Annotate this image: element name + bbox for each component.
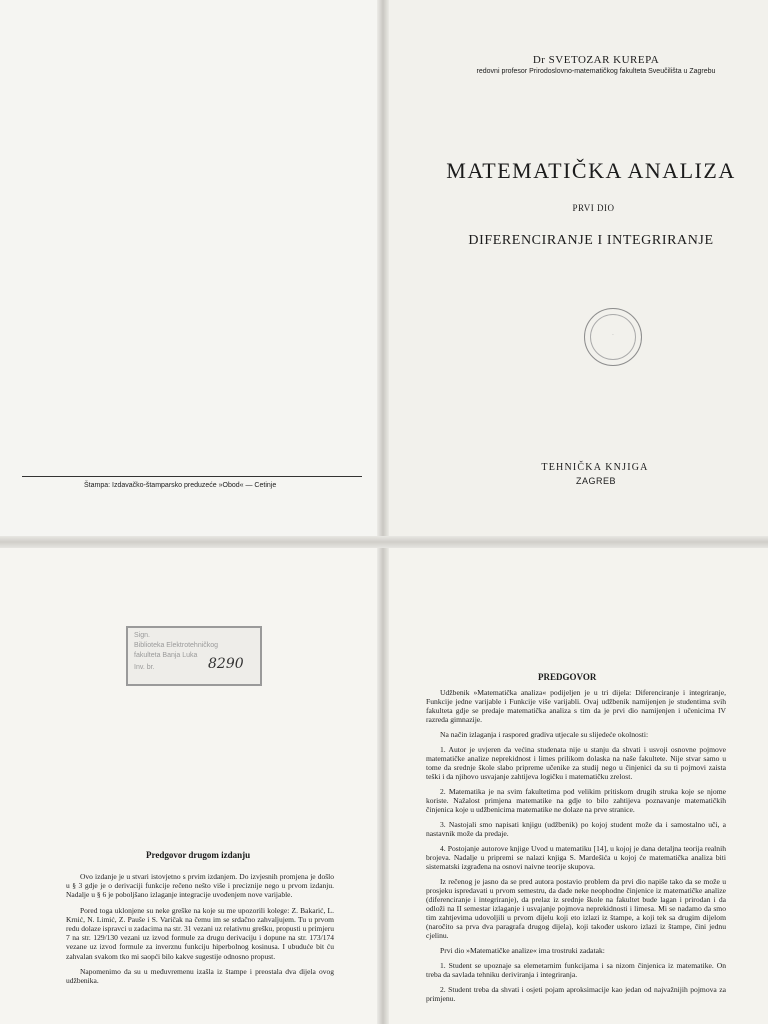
stamp-inventory-number: 8290	[208, 656, 244, 672]
author-affiliation: redovni profesor Prirodoslovno-matematičkog fakulteta Sveučilišta u Zagrebu	[476, 68, 716, 75]
paragraph: Napomenimo da su u međuvremenu izašla iz štampe i preostala dva dijela ovog udžbenika.	[66, 966, 334, 986]
book-part: PRVI DIO	[572, 203, 615, 213]
stamp-inventory-label: Inv. br.	[134, 664, 155, 671]
paragraph: 1. Autor je uvjeren da većina studenata nije u stanju da shvati i usvoji osnovne pojmove matematičke analize neprekidnost i limes prilikom dolaska na naše fakultete. Nije stvar samo u tome da srednje škole slabo pripreme učenike za studij nego u činjenici da su ti pojmovi zaista teški i da njihovo usvajanje zahtijeva logičku i matematičku zrelost.	[426, 745, 726, 781]
paragraph: 2. Student treba da shvati i osjeti pojam aproksimacije kao jedan od najvažnijih pojmova za primjenu.	[426, 985, 726, 1003]
paragraph: Ovo izdanje je u stvari istovjetno s prvim izdanjem. Do izvjesnih promjena je došlo u § 3 gdje je o derivaciji funkcije rečeno nešto više i preciznije nego u prvom izdanju. Nadalje u § 6 je poboljšano izlaganje integracije uvođenjem nove varijable.	[66, 872, 334, 900]
paragraph: Pored toga uklonjene su neke greške na koje su me upozorili kolege: Z. Bakarić, L. Krnić, N. Limić, Z. Pauše i S. Varičak na čemu im se srdačno zahvaljujem. Tu u prvom redu dolaze ispravci u zadacima na str. 31 vezani uz relativnu grešku, propusti u primjeru 7 na str. 129/130 vezani uz izvod formule za drugu derivaciju i dopune na str. 173/174 vezane uz izvod formule za inverznu funkciju hiperbolnog kosinusa. I ubuduće bit ću zahvalan svakom tko mi saopći bilo kakve sugestije odnosno propust.	[66, 905, 334, 961]
paragraph: Prvi dio »Matematičke analize« ima trostruki zadatak:	[440, 946, 605, 955]
paragraph: 4. Postojanje autorove knjige Uvod u matematiku [14], u kojoj je dana detaljna teorija realnih brojeva. Nadalje u pripremi se nalazi knjiga S. Mardešića u kojoj će matematička analiza biti sistematski izgrađena na osnovi naivne teorije skupova.	[426, 844, 726, 871]
publisher-name: TEHNIČKA KNJIGA	[541, 462, 649, 473]
preface-page	[384, 548, 768, 1024]
preface-text	[426, 688, 726, 1009]
preface-heading: PREDGOVOR	[538, 672, 597, 682]
scan-gap	[0, 536, 768, 548]
paragraph: 2. Matematika je na svim fakultetima pod velikim pritiskom drugih struka koje se njome koriste. Nažalost primjena matematike na gdje to bilo zahtijeva poznavanje matematičkih činjenica koje u udžbenicima matematike ne dolaze na prve stranice.	[426, 787, 726, 814]
second-edition-page	[0, 548, 384, 1024]
book-spine	[377, 0, 389, 1024]
imprint-page	[0, 0, 384, 536]
book-title: MATEMATIČKA ANALIZA	[446, 158, 736, 183]
stamp-faculty-line: fakulteta Banja Luka	[134, 652, 198, 659]
paragraph: Udžbenik »Matematička analiza« podijeljen je u tri dijela: Diferenciranje i integriranje, Funkcije jedne varijable i Funkcije više varijabli. Ovaj udžbenik namijenjen je studentima svih fakulteta gdje se predaje matematička analiza s tim da je prvi dio namijenjen i učenicima IV razreda gimnazije.	[426, 688, 726, 724]
second-edition-heading: Predgovor drugom izdanju	[146, 850, 251, 860]
paragraph: Na način izlaganja i raspored gradiva utjecale su slijedeće okolnosti:	[440, 730, 649, 739]
author-name: Dr SVETOZAR KUREPA	[532, 54, 660, 66]
paragraph: Iz rečenog je jasno da se pred autora postavio problem da prvi dio napiše tako da se može u prosjeku ispredavati u prvom semestru, da dade neke neophodne činjenice iz matematičke analize (diferenciranje i integriranje), da prelaz iz srednje škole na fakultet bude lagan i prirodan i da odloži na II semestar izlaganje i usvajanje pojmova neprekidnosti i limesa. Mi se nadamo da smo tim zahtjevima udovoljili u prvom dijelu koji eto izlazi iz štampe, a koji tek sa drugim dijelom (naročito sa prva dva paragrafa drugog dijela), koji također uskoro izlazi iz štampe, čini jednu cjelinu.	[426, 877, 726, 940]
publisher-city: ZAGREB	[575, 476, 616, 486]
stamp-sign-label: Sign.	[134, 632, 150, 639]
second-edition-text	[66, 872, 334, 991]
paragraph: 1. Student se upoznaje sa elemetarnim funkcijama i sa nizom činjenica iz matematike. On treba da savlada tehniku deriviranja i integriranja.	[426, 961, 726, 979]
stamp-library-line: Biblioteka Elektrotehničkog	[134, 642, 219, 649]
title-page	[384, 0, 768, 536]
library-stamp	[126, 626, 262, 686]
round-library-stamp: ·	[584, 308, 642, 366]
divider	[22, 476, 362, 477]
printer-info: Štampa: Izdavačko-štamparsko preduzeće »Obod« — Cetinje	[84, 482, 277, 489]
book-subtitle: DIFERENCIRANJE I INTEGRIRANJE	[468, 233, 714, 248]
paragraph: 3. Nastojali smo napisati knjigu (udžbenik) po kojoj student može da i samostalno uči, a nastavnik može da predaje.	[426, 820, 726, 838]
